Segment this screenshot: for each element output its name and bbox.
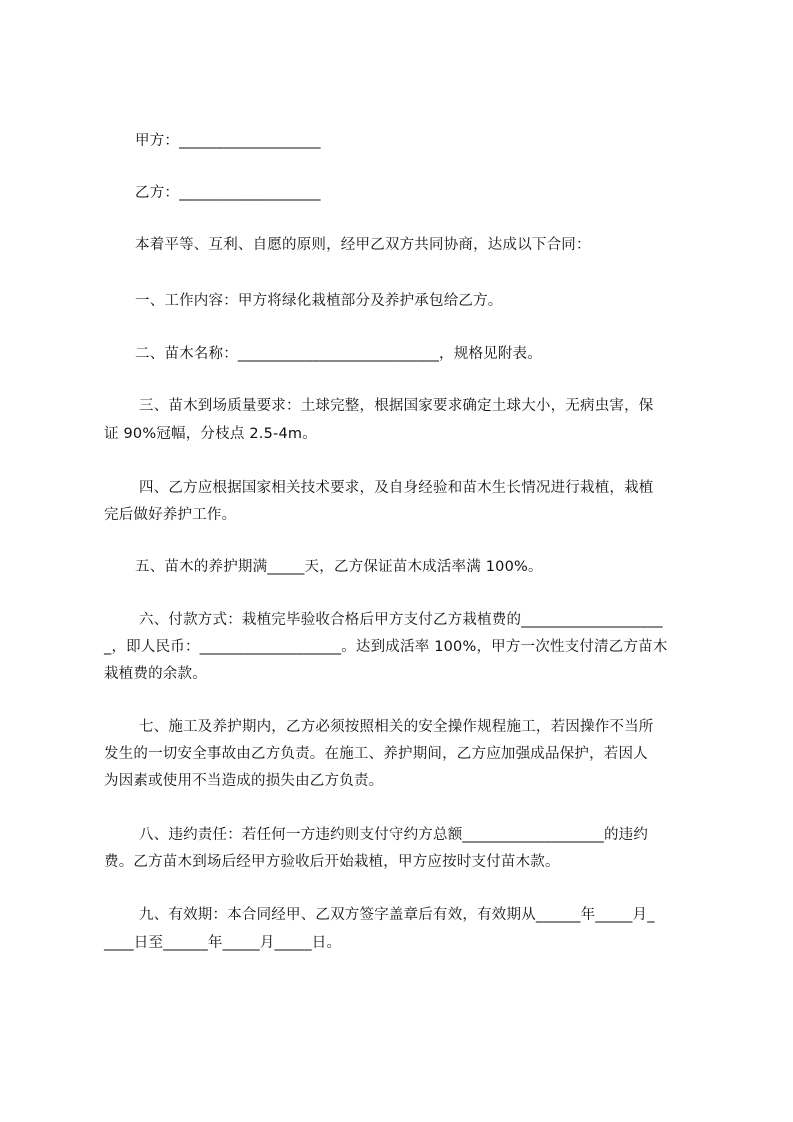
- party-b-line: 乙方：___________________: [135, 185, 321, 201]
- clause-6-line-3: 栽植费的余款。: [104, 666, 207, 682]
- clause-7-line-3: 为因素或使用不当造成的损失由乙方负责。: [104, 773, 384, 789]
- clause-3-line-2: 证 90%冠幅，分枝点 2.5-4m。: [104, 426, 317, 442]
- clause-7-line-1: 七、施工及养护期内，乙方必须按照相关的安全操作规程施工，若因操作不当所: [139, 719, 654, 735]
- clause-3-line-1: 三、苗木到场质量要求：土球完整，根据国家要求确定土球大小，无病虫害，保: [139, 398, 654, 414]
- preamble-line: 本着平等、互利、自愿的原则，经甲乙双方共同协商，达成以下合同：: [135, 237, 591, 253]
- clause-6-line-2: _，即人民币：___________________。达到成活率 100%，甲方一次性支付清乙方苗木: [104, 639, 668, 655]
- clause-9-line-1: 九、有效期：本合同经甲、乙双方签字盖章后有效，有效期从______年_____月_: [139, 907, 655, 923]
- clause-8-line-2: 费。乙方苗木到场后经甲方验收后开始栽植，甲方应按时支付苗木款。: [104, 854, 560, 870]
- clause-7-line-2: 发生的一切安全事故由乙方负责。在施工、养护期间，乙方应加强成品保护，若因人: [104, 746, 648, 762]
- clause-1-line: 一、工作内容：甲方将绿化栽植部分及养护承包给乙方。: [135, 293, 503, 309]
- clause-4-line-1: 四、乙方应根据国家相关技术要求，及自身经验和苗木生长情况进行栽植，栽植: [139, 480, 654, 496]
- clause-6-line-1: 六、付款方式：栽植完毕验收合格后甲方支付乙方栽植费的___________________: [139, 612, 663, 628]
- clause-2-line: 二、苗木名称：___________________________，规格见附表。: [135, 346, 542, 362]
- party-a-line: 甲方：___________________: [135, 133, 321, 149]
- clause-5-line: 五、苗木的养护期满_____天，乙方保证苗木成活率满 100%。: [135, 559, 543, 575]
- clause-4-line-2: 完后做好养护工作。: [104, 507, 237, 523]
- clause-8-line-1: 八、违约责任：若任何一方违约则支付守约方总额___________________的违约: [139, 827, 649, 843]
- clause-9-line-2: ____日至______年_____月_____日。: [104, 935, 342, 951]
